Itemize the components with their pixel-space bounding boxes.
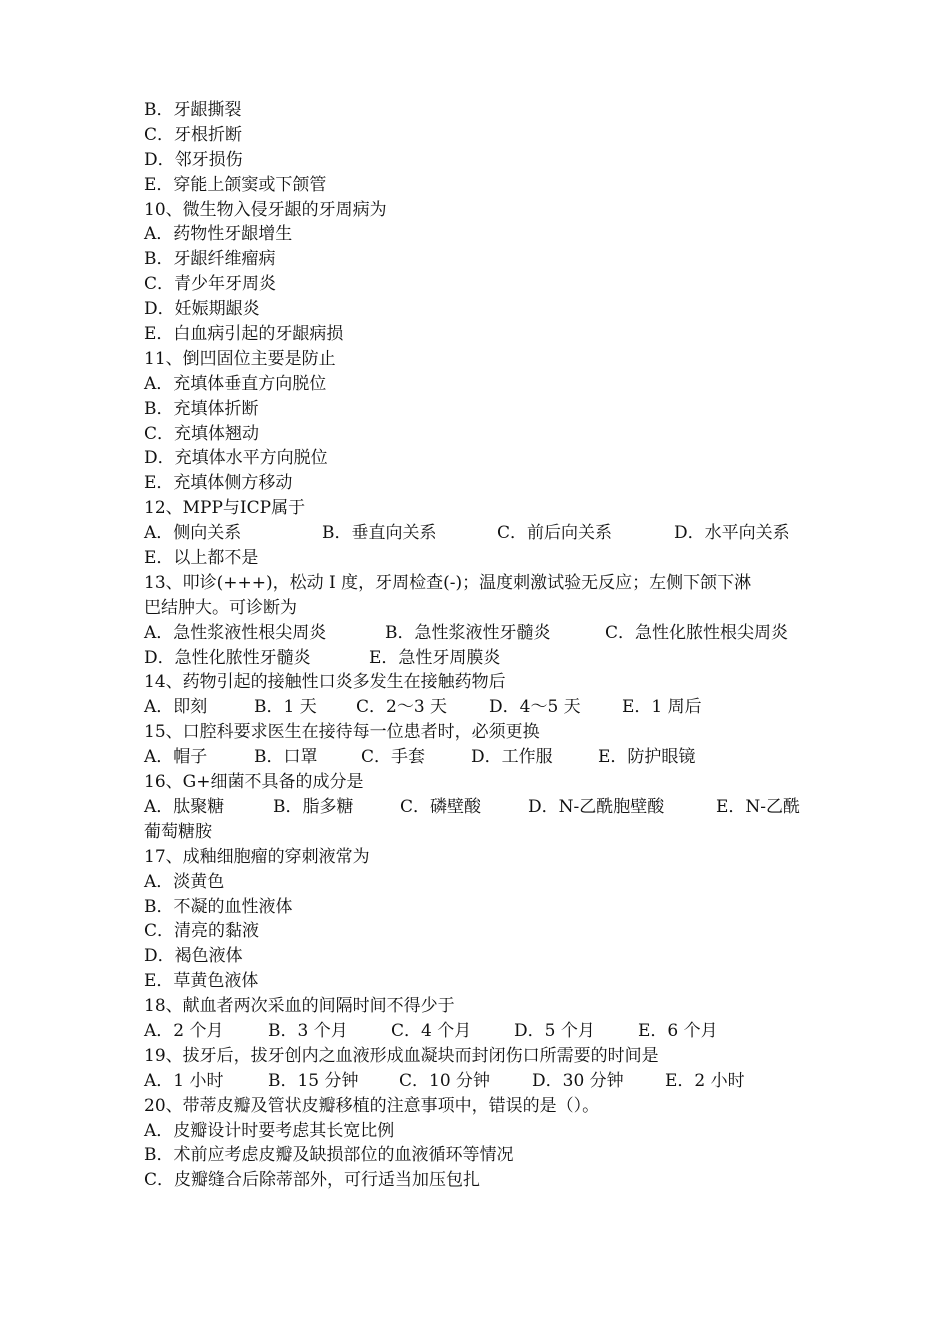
option-line: E．草黄色液体 (144, 971, 259, 992)
option-c: C．磷壁酸 (400, 796, 482, 817)
option-e: E．急性牙周膜炎 (369, 647, 501, 668)
option-b: B．15 分钟 (268, 1070, 359, 1091)
question-17: 17、成釉细胞瘤的穿刺液常为 (144, 846, 370, 867)
option-line: E．白血病引起的牙龈病损 (144, 324, 344, 345)
option-d: D．4～5 天 (489, 697, 581, 718)
option-b: B．脂多糖 (273, 796, 354, 817)
option-d: D．水平向关系 (674, 523, 790, 544)
option-d: D．N-乙酰胞壁酸 (528, 796, 665, 817)
options-row-q13b (144, 646, 814, 671)
question-16: 16、G+细菌不具备的成分是 (144, 772, 364, 793)
option-e: E．6 个月 (638, 1020, 718, 1041)
option-c: C．2～3 天 (356, 697, 448, 718)
options-row-q18 (144, 1019, 814, 1044)
question-13: 13、叩诊(+++)，松动 I 度，牙周检查(-)；温度刺激试验无反应；左侧下颌下淋 (144, 572, 752, 593)
options-row-q14 (144, 695, 814, 720)
option-line: A．药物性牙龈增生 (144, 224, 293, 245)
option-a: A．肽聚糖 (144, 796, 225, 817)
option-line: E．充填体侧方移动 (144, 473, 293, 494)
option-e: E．N-乙酰 (716, 796, 801, 817)
option-line: C．牙根折断 (144, 124, 243, 145)
option-a: A．帽子 (144, 747, 208, 768)
option-c: C．10 分钟 (399, 1070, 491, 1091)
option-line: C．皮瓣缝合后除蒂部外，可行适当加压包扎 (144, 1170, 481, 1191)
option-d: D．30 分钟 (532, 1070, 624, 1091)
option-a: A．即刻 (144, 697, 208, 718)
options-row-q19 (144, 1069, 814, 1094)
question-12: 12、MPP与ICP属于 (144, 498, 306, 519)
options-row-q16 (144, 795, 814, 820)
option-c: C．前后向关系 (497, 523, 613, 544)
option-line: B．牙龈撕裂 (144, 100, 242, 120)
question-10: 10、微生物入侵牙龈的牙周病为 (144, 199, 387, 220)
question-14: 14、药物引起的接触性口炎多发生在接触药物后 (144, 672, 506, 693)
option-line: C．清亮的黏液 (144, 921, 260, 942)
option-d: D．急性化脓性牙髓炎 (144, 647, 311, 668)
question-11: 11、倒凹固位主要是防止 (144, 348, 336, 369)
question-20: 20、带蒂皮瓣及管状皮瓣移植的注意事项中，错误的是（）。 (144, 1095, 600, 1116)
question-19: 19、拔牙后，拔牙创内之血液形成血凝块而封闭伤口所需要的时间是 (144, 1045, 659, 1066)
option-b: B．急性浆液性牙髓炎 (385, 622, 551, 643)
option-line: D．充填体水平方向脱位 (144, 448, 328, 469)
options-row-q12 (144, 521, 814, 546)
option-b: B．3 个月 (268, 1020, 348, 1041)
option-a: A．1 小时 (144, 1070, 224, 1091)
option-line: D．妊娠期龈炎 (144, 299, 260, 320)
option-c: C．手套 (361, 747, 426, 768)
option-e: E．1 周后 (622, 697, 702, 718)
question-18: 18、献血者两次采血的间隔时间不得少于 (144, 996, 455, 1017)
question-15: 15、口腔科要求医生在接待每一位患者时，必须更换 (144, 722, 540, 743)
option-c: C．4 个月 (391, 1020, 472, 1041)
option-line: B．充填体折断 (144, 398, 259, 419)
option-a: A．侧向关系 (144, 523, 242, 544)
option-line: D．邻牙损伤 (144, 149, 243, 170)
option-line: A．充填体垂直方向脱位 (144, 373, 327, 394)
option-a: A．急性浆液性根尖周炎 (144, 622, 327, 643)
option-e: E．防护眼镜 (598, 747, 696, 768)
option-line: D．褐色液体 (144, 946, 243, 967)
document-page (144, 98, 814, 1193)
option-b: B．垂直向关系 (322, 523, 437, 544)
options-row-q15 (144, 745, 814, 770)
option-b: B．口罩 (254, 747, 318, 768)
option-line: A．皮瓣设计时要考虑其长宽比例 (144, 1120, 395, 1141)
option-line: B．牙龈纤维瘤病 (144, 249, 276, 270)
options-row-q13a (144, 621, 814, 646)
option-c: C．急性化脓性根尖周炎 (605, 622, 789, 643)
option-line: C．充填体翘动 (144, 423, 260, 444)
option-b: B．1 天 (254, 697, 317, 718)
option-line: E．以上都不是 (144, 548, 259, 569)
option-line: C．青少年牙周炎 (144, 274, 277, 295)
option-line-cont: 葡萄糖胺 (144, 821, 212, 842)
option-line: E．穿能上颌窦或下颌管 (144, 174, 327, 195)
option-line: A．淡黄色 (144, 871, 225, 892)
option-line: B．术前应考虑皮瓣及缺损部位的血液循环等情况 (144, 1145, 514, 1166)
question-13-cont: 巴结肿大。可诊断为 (144, 597, 297, 618)
option-a: A．2 个月 (144, 1020, 224, 1041)
option-line: B．不凝的血性液体 (144, 896, 293, 917)
option-d: D．5 个月 (514, 1020, 595, 1041)
option-e: E．2 小时 (665, 1070, 745, 1091)
option-d: D．工作服 (471, 747, 553, 768)
